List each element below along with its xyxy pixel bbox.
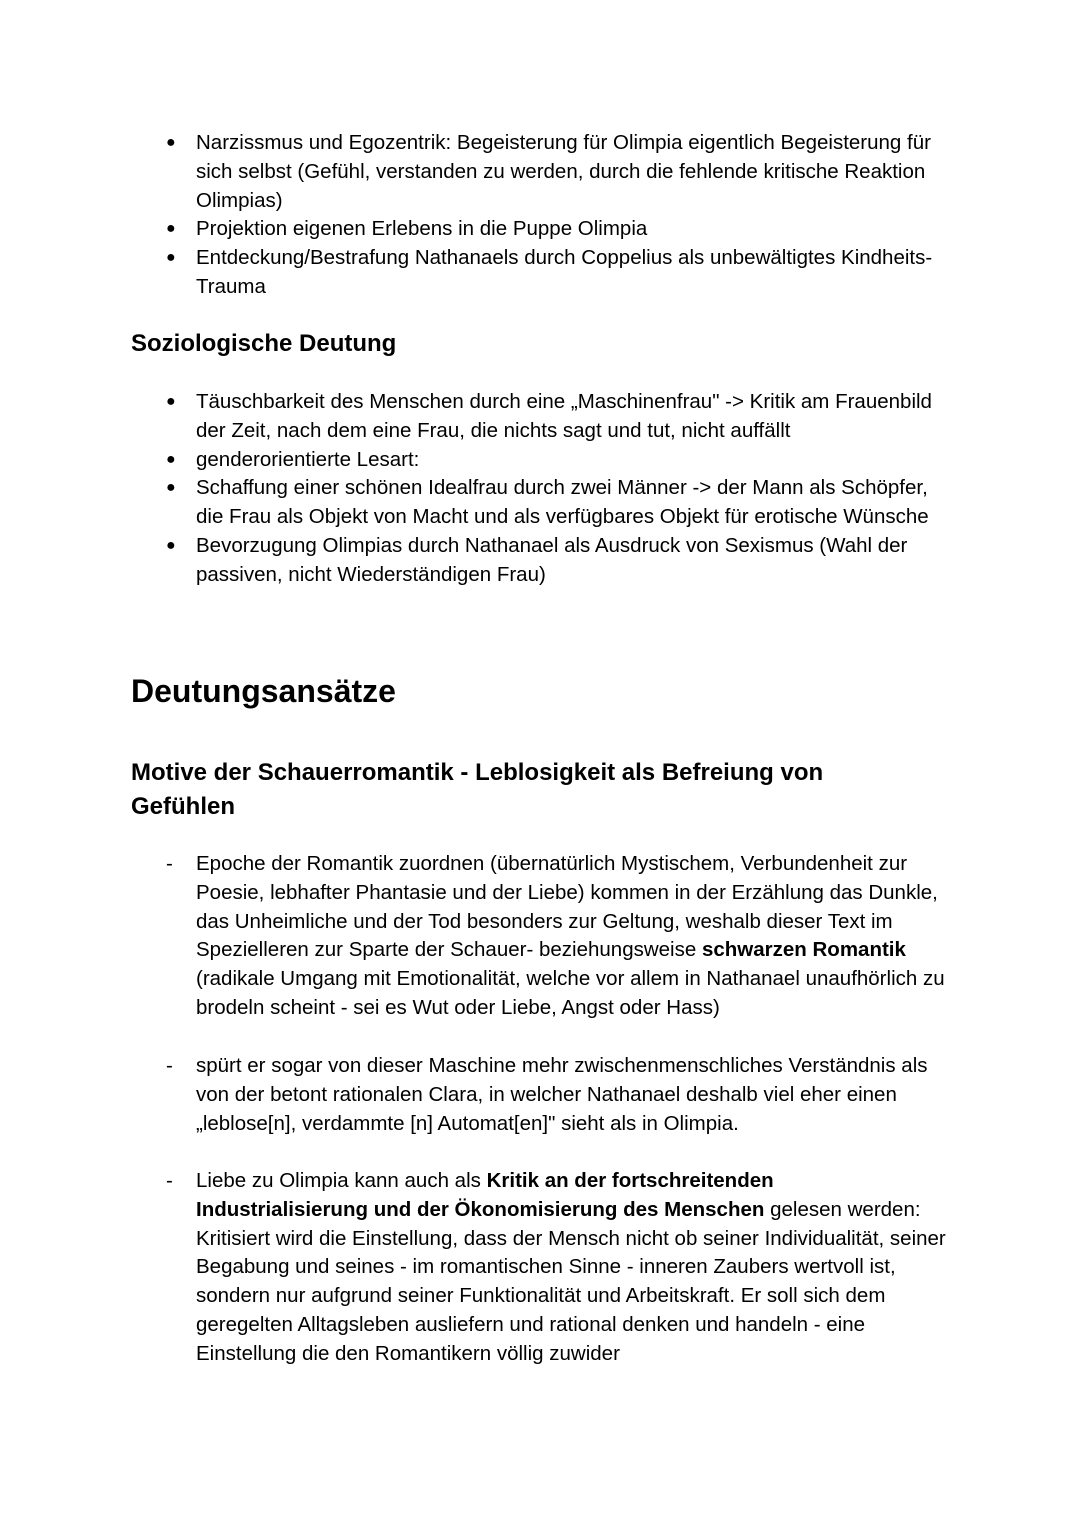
list-item [0,474,1080,532]
list-item [0,215,1080,244]
list-item-text: Projektion eigenen Erlebens in die Puppe Olimpia [196,217,648,241]
dash-item-3-container [0,1167,1080,1369]
soziologische-bullet-list [0,388,1080,590]
bold-text-run: Kritik an der fortschreitenden Industrialisierung und der Ökonomisierung des Menschen [196,1169,774,1221]
document-title-deutungsansaetze: Deutungsansätze [131,673,396,709]
text-run: Liebe zu Olimpia kann auch als [196,1169,487,1192]
list-item-text: Schaffung einer schönen Idealfrau durch zwei Männer -> der Mann als Schöpfer, die Frau als Objekt von Macht und als verfügbares Objekt für erotische Wünsche [196,476,929,529]
list-item-text [196,1169,946,1365]
dash-item-2-container [0,1052,1080,1138]
dash-icon: - [166,852,173,875]
soziologische-bullet-list-container [0,388,1080,590]
list-item-text: Täuschbarkeit des Menschen durch eine „Maschinenfrau" -> Kritik am Frauenbild der Zeit, nach dem eine Frau, die nichts sagt und tut, nicht auffällt [196,390,932,442]
bullet-icon: ● [166,134,176,151]
text-run: Epoche der Romantik zuordnen (übernatürlich Mystischem, Verbundenheit zur Poesie, lebhafter Phantasie und der Liebe) kommen in der Erzählung das Dunkle, das Unheimliche und der Tod besonders zur Geltung, weshalb dieser Text im Spezielleren zur Sparte der Schauer- beziehungsweise [196,852,938,962]
section-heading-soziologische: Soziologische Deutung [131,330,397,357]
bold-text-run: schwarzen Romantik [701,938,906,962]
text-run: (radikale Umgang mit Emotionalität, welche vor allem in Nathanael unaufhörlich zu brodeln scheint - sei es Wut oder Liebe, Angst oder Hass) [196,967,945,1019]
list-item-text: Narzissmus und Egozentrik: Begeisterung für Olimpia eigentlich Begeisterung für sich selbst (Gefühl, verstanden zu werden, durch die fehlende kritische Reaktion Olimpias) [196,131,931,212]
section-heading-schauerromantik: Motive der Schauerromantik - Leblosigkeit als Befreiung von Gefühlen [131,759,824,820]
list-item [0,850,1080,1023]
top-bullet-list-container [0,129,1080,302]
bullet-icon: ● [166,393,176,410]
dash-item-1-container [0,850,1080,1023]
top-bullet-list [0,129,1080,302]
list-item-text: Entdeckung/Bestrafung Nathanaels durch Coppelius als unbewältigtes Kindheits-Trauma [196,246,933,298]
list-item [0,1052,1080,1138]
dash-list [0,850,1080,1023]
dash-icon: - [166,1169,173,1192]
list-item [0,388,1080,446]
dash-list [0,1167,1080,1369]
dash-list [0,1052,1080,1138]
list-item [0,129,1080,215]
list-item [0,532,1080,590]
text-run: gelesen werden: Kritisiert wird die Einstellung, dass der Mensch nicht ob seiner Individualität, seiner Begabung und seines - im romantischen Sinne - inneren Zaubers wertvoll ist, sondern nur aufgrund seiner Funktionalität und Arbeitskraft. Er soll sich dem geregelten Alltagsleben ausliefern und rational denken und handeln - eine Einstellung die den Romantikern völlig zuwider [196,1197,946,1365]
bullet-icon: ● [166,479,176,497]
bullet-icon: ● [166,536,176,554]
list-item [0,446,1080,475]
list-item-text: Bevorzugung Olimpias durch Nathanael als Ausdruck von Sexismus (Wahl der passiven, nicht Wiederständigen Frau) [196,533,908,586]
list-item-text: spürt er sogar von dieser Maschine mehr zwischenmenschliches Verständnis als von der betont rationalen Clara, in welcher Nathanael deshalb viel eher einen „leblose[n], verdammte [n] Automat[en]" sieht als in Olimpia. [196,1054,928,1135]
dash-icon: - [166,1054,173,1077]
list-item-text [196,852,945,1019]
list-item [0,1167,1080,1369]
bullet-icon: ● [166,450,176,468]
bullet-icon: ● [166,220,176,238]
list-item [0,244,1080,302]
list-item-text: genderorientierte Lesart: [196,447,420,471]
bullet-icon: ● [166,249,176,267]
